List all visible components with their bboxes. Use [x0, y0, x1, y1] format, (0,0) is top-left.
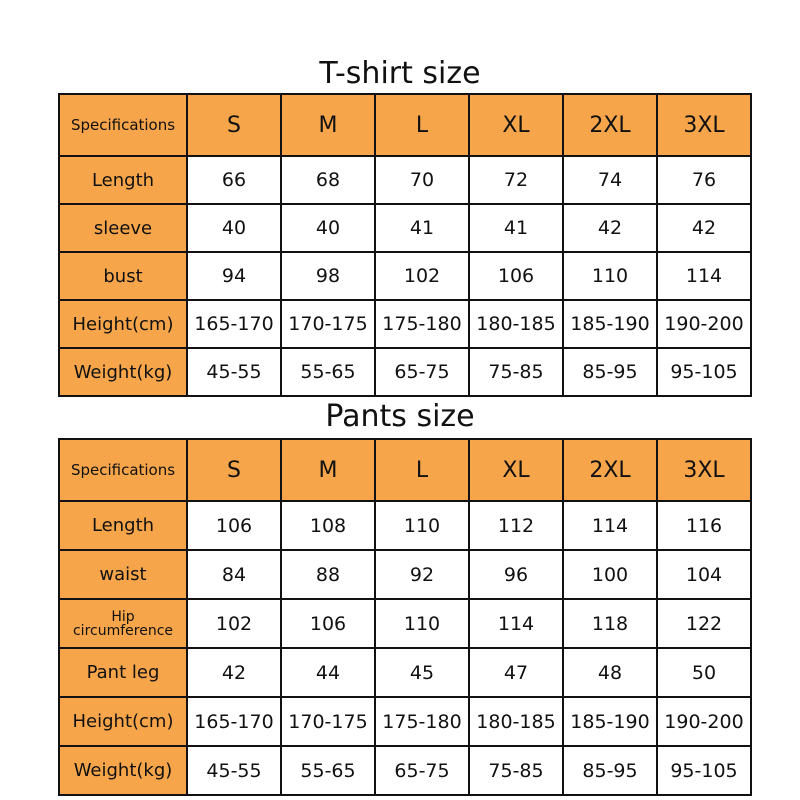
- table-row: [59, 348, 751, 396]
- size-value: 118: [563, 599, 657, 648]
- size-header: 3XL: [657, 94, 751, 156]
- size-value: 114: [469, 599, 563, 648]
- row-label: waist: [59, 550, 187, 599]
- row-label: Length: [59, 501, 187, 550]
- size-value: 40: [187, 204, 281, 252]
- table-row: [59, 300, 751, 348]
- size-value: 102: [375, 252, 469, 300]
- size-value: 100: [563, 550, 657, 599]
- tshirt-title: T-shirt size: [319, 56, 481, 91]
- size-value: 106: [187, 501, 281, 550]
- row-label: Pant leg: [59, 648, 187, 697]
- size-value: 40: [281, 204, 375, 252]
- size-value: 122: [657, 599, 751, 648]
- size-header: XL: [469, 439, 563, 501]
- size-value: 85-95: [563, 746, 657, 795]
- size-value: 104: [657, 550, 751, 599]
- size-value: 165-170: [187, 300, 281, 348]
- header-row: [59, 94, 751, 156]
- size-value: 92: [375, 550, 469, 599]
- size-value: 180-185: [469, 300, 563, 348]
- size-value: 190-200: [657, 697, 751, 746]
- size-value: 47: [469, 648, 563, 697]
- tshirt-size-table: [58, 93, 752, 397]
- size-value: 75-85: [469, 746, 563, 795]
- table-row: [59, 204, 751, 252]
- table-row: [59, 252, 751, 300]
- size-value: 108: [281, 501, 375, 550]
- size-value: 75-85: [469, 348, 563, 396]
- size-value: 96: [469, 550, 563, 599]
- size-header: 3XL: [657, 439, 751, 501]
- size-value: 185-190: [563, 300, 657, 348]
- size-value: 175-180: [375, 697, 469, 746]
- size-value: 114: [657, 252, 751, 300]
- size-value: 185-190: [563, 697, 657, 746]
- size-value: 88: [281, 550, 375, 599]
- size-value: 110: [563, 252, 657, 300]
- size-value: 44: [281, 648, 375, 697]
- size-value: 110: [375, 501, 469, 550]
- size-value: 42: [657, 204, 751, 252]
- size-value: 45-55: [187, 348, 281, 396]
- size-header: S: [187, 439, 281, 501]
- size-header: M: [281, 439, 375, 501]
- size-value: 41: [469, 204, 563, 252]
- size-value: 165-170: [187, 697, 281, 746]
- specifications-header: Specifications: [59, 439, 187, 501]
- header-row: [59, 439, 751, 501]
- size-header: 2XL: [563, 94, 657, 156]
- table-row: [59, 599, 751, 648]
- table-row: [59, 550, 751, 599]
- table-row: [59, 648, 751, 697]
- size-value: 175-180: [375, 300, 469, 348]
- size-value: 76: [657, 156, 751, 204]
- size-value: 116: [657, 501, 751, 550]
- table-row: [59, 746, 751, 795]
- size-header: XL: [469, 94, 563, 156]
- size-value: 55-65: [281, 746, 375, 795]
- size-value: 170-175: [281, 697, 375, 746]
- size-value: 65-75: [375, 746, 469, 795]
- size-value: 42: [563, 204, 657, 252]
- row-label: bust: [59, 252, 187, 300]
- size-value: 48: [563, 648, 657, 697]
- size-header: M: [281, 94, 375, 156]
- size-value: 74: [563, 156, 657, 204]
- size-value: 106: [469, 252, 563, 300]
- size-value: 45: [375, 648, 469, 697]
- pants-title: Pants size: [325, 399, 475, 434]
- row-label: Weight(kg): [59, 746, 187, 795]
- row-label: sleeve: [59, 204, 187, 252]
- size-value: 94: [187, 252, 281, 300]
- size-value: 112: [469, 501, 563, 550]
- size-value: 170-175: [281, 300, 375, 348]
- size-value: 42: [187, 648, 281, 697]
- size-header: L: [375, 439, 469, 501]
- size-value: 110: [375, 599, 469, 648]
- size-value: 85-95: [563, 348, 657, 396]
- size-header: L: [375, 94, 469, 156]
- size-value: 65-75: [375, 348, 469, 396]
- size-value: 180-185: [469, 697, 563, 746]
- size-value: 102: [187, 599, 281, 648]
- size-header: 2XL: [563, 439, 657, 501]
- table-row: [59, 697, 751, 746]
- size-value: 95-105: [657, 746, 751, 795]
- size-value: 55-65: [281, 348, 375, 396]
- size-value: 66: [187, 156, 281, 204]
- size-value: 50: [657, 648, 751, 697]
- size-value: 114: [563, 501, 657, 550]
- row-label: Height(cm): [59, 697, 187, 746]
- table-row: [59, 156, 751, 204]
- table-row: [59, 501, 751, 550]
- size-value: 106: [281, 599, 375, 648]
- size-value: 68: [281, 156, 375, 204]
- size-value: 41: [375, 204, 469, 252]
- size-value: 98: [281, 252, 375, 300]
- size-value: 95-105: [657, 348, 751, 396]
- size-value: 70: [375, 156, 469, 204]
- size-value: 45-55: [187, 746, 281, 795]
- specifications-header: Specifications: [59, 94, 187, 156]
- row-label: Height(cm): [59, 300, 187, 348]
- size-value: 72: [469, 156, 563, 204]
- size-value: 190-200: [657, 300, 751, 348]
- size-header: S: [187, 94, 281, 156]
- row-label: Length: [59, 156, 187, 204]
- row-label: Hip circumference: [59, 599, 187, 648]
- pants-size-table: [58, 438, 752, 796]
- row-label: Weight(kg): [59, 348, 187, 396]
- size-value: 84: [187, 550, 281, 599]
